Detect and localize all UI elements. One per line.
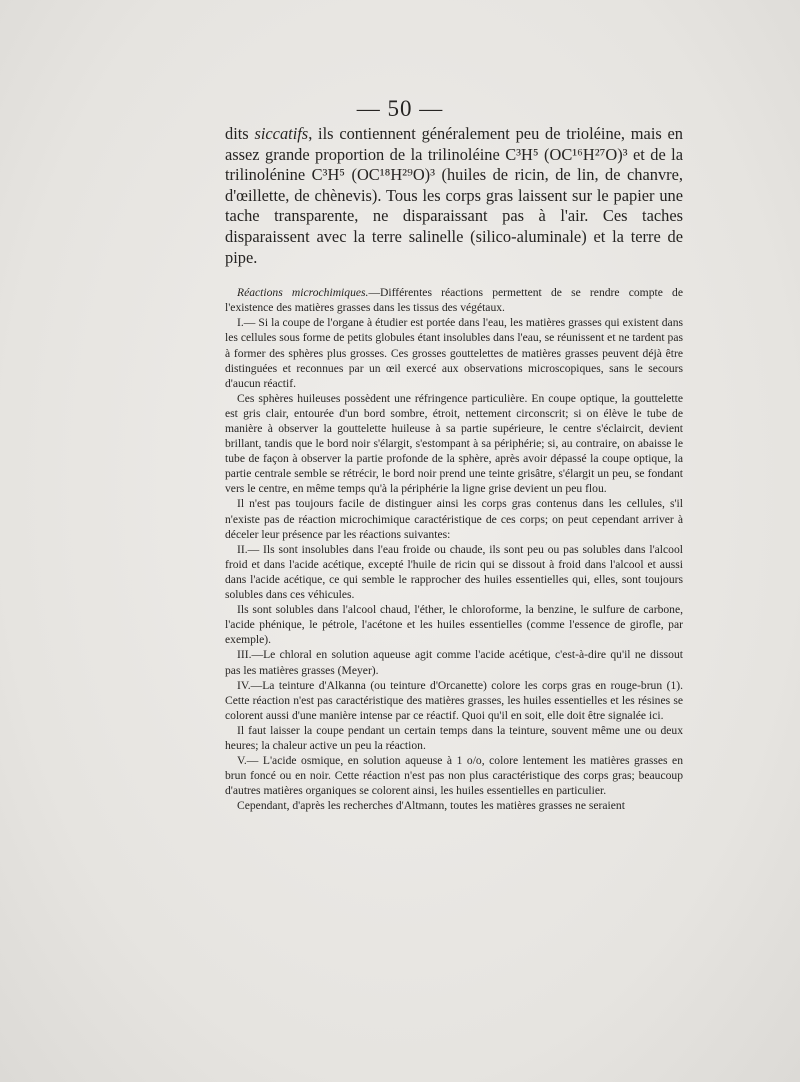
- paragraph-4: II.— Ils sont insolubles dans l'eau froide ou chaude, ils sont peu ou pas solubles dans l'alcool froid et dans l'acide acétique, excepté l'huile de ricin qui se dissout à froid dans l'alcool et aussi dans l'acide acétique, ce qui semble le rapprocher des huiles essentielles qui, elles, sont toujours solubles dans ces véhicules.: [225, 542, 683, 602]
- lead-part2: , ils contiennent généralement peu de trioléine, mais en assez grande proportion de la trilinoléine C³H⁵ (OC¹⁶H²⁷O)³ et de la trilinolénine C³H⁵ (OC¹⁸H²⁹O)³ (huiles de ricin, de lin, de chanvre, d'œillette, de chènevis). Tous les corps gras laissent sur le papier une tache transparente, ne disparaissant pas à l'air. Ces taches disparaissent avec la terre salinelle (silico-aluminale) et la terre de pipe.: [225, 124, 683, 267]
- reactions-intro-paragraph: [225, 285, 683, 315]
- reactions-intro: —Différentes réactions permettent de se rendre compte de l'existence des matières grasses dans les tissus des végétaux.: [225, 286, 683, 315]
- paragraph-8: Il faut laisser la coupe pendant un certain temps dans la teinture, souvent même une ou deux heures; la chaleur active un peu la réaction.: [225, 723, 683, 752]
- lead-italic-term: siccatifs: [254, 124, 309, 143]
- body-text: [225, 124, 683, 813]
- paragraph-7: IV.—La teinture d'Alkanna (ou teinture d'Orcanette) colore les corps gras en rouge-brun (1). Cette réaction n'est pas caractéristique des matières grasses, les huiles essentielles et les résines se colorent aussi d'une manière intense par ce réactif. Quoi qu'il en soit, elle doit être signalée ici.: [225, 678, 683, 722]
- paragraph-2: Ces sphères huileuses possèdent une réfringence particulière. En coupe optique, la gouttelette est gris clair, entourée d'un bord sombre, étroit, nettement circonscrit; si on élève le tube de manière à observer la gouttelette huileuse à sa partie supérieure, le centre s'éclaircit, devient brillant, tandis que le bord noir s'élargit, s'estompant à sa périphérie; si, au contraire, on abaisse le tube de façon à observer la partie profonde de la sphère, après avoir dépassé la coupe optique, la partie centrale semble se rétrécir, le bord noir prend une teinte grisâtre, s'élargit un peu, se fondant vers le centre, en même temps qu'à la périphérie la ligne grise devient un peu flou.: [225, 391, 683, 496]
- paragraph-5: Ils sont solubles dans l'alcool chaud, l'éther, le chloroforme, la benzine, le sulfure de carbone, l'acide phénique, le pétrole, l'acétone et les huiles essentielles (comme l'essence de girofle, par exemple).: [225, 603, 683, 647]
- paragraph-9: V.— L'acide osmique, en solution aqueuse à 1 o/o, colore lentement les matières grasses en brun foncé ou en noir. Cette réaction n'est pas non plus caractéristique des corps gras; beaucoup d'autres matières organiques se colorent ainsi, les huiles essentielles en particulier.: [225, 754, 683, 798]
- paragraph-10: Cependant, d'après les recherches d'Altmann, toutes les matières grasses ne seraient: [237, 799, 625, 813]
- page-number: — 50 —: [356, 96, 444, 121]
- lead-text: [225, 124, 683, 268]
- lead-paragraph: [225, 124, 683, 268]
- lead-part1: dits: [225, 124, 255, 143]
- paragraph-1: I.— Si la coupe de l'organe à étudier est portée dans l'eau, les matières grasses qui existent dans les cellules sous forme de petits globules étant insolubles dans l'eau, se réunissent et ne tardent pas à former des sphères plus grosses. Ces grosses gouttelettes de matières grasses peuvent déjà être distinguées et reconnues par un œil exercé aux observations microscopiques, sans le secours d'aucun réactif.: [225, 316, 683, 390]
- paragraph-6: III.—Le chloral en solution aqueuse agit comme l'acide acétique, c'est-à-dire qu'il ne dissout pas les matières grasses (Meyer).: [225, 648, 683, 677]
- paragraph-3: Il n'est pas toujours facile de distinguer ainsi les corps gras contenus dans les cellules, s'il n'existe pas de réaction microchimique caractéristique de ces corps; on peut cependant arriver à déceler leur présence par les réactions suivantes:: [225, 497, 683, 541]
- reactions-section: [225, 285, 683, 813]
- reactions-heading: Réactions microchimiques.: [237, 286, 369, 300]
